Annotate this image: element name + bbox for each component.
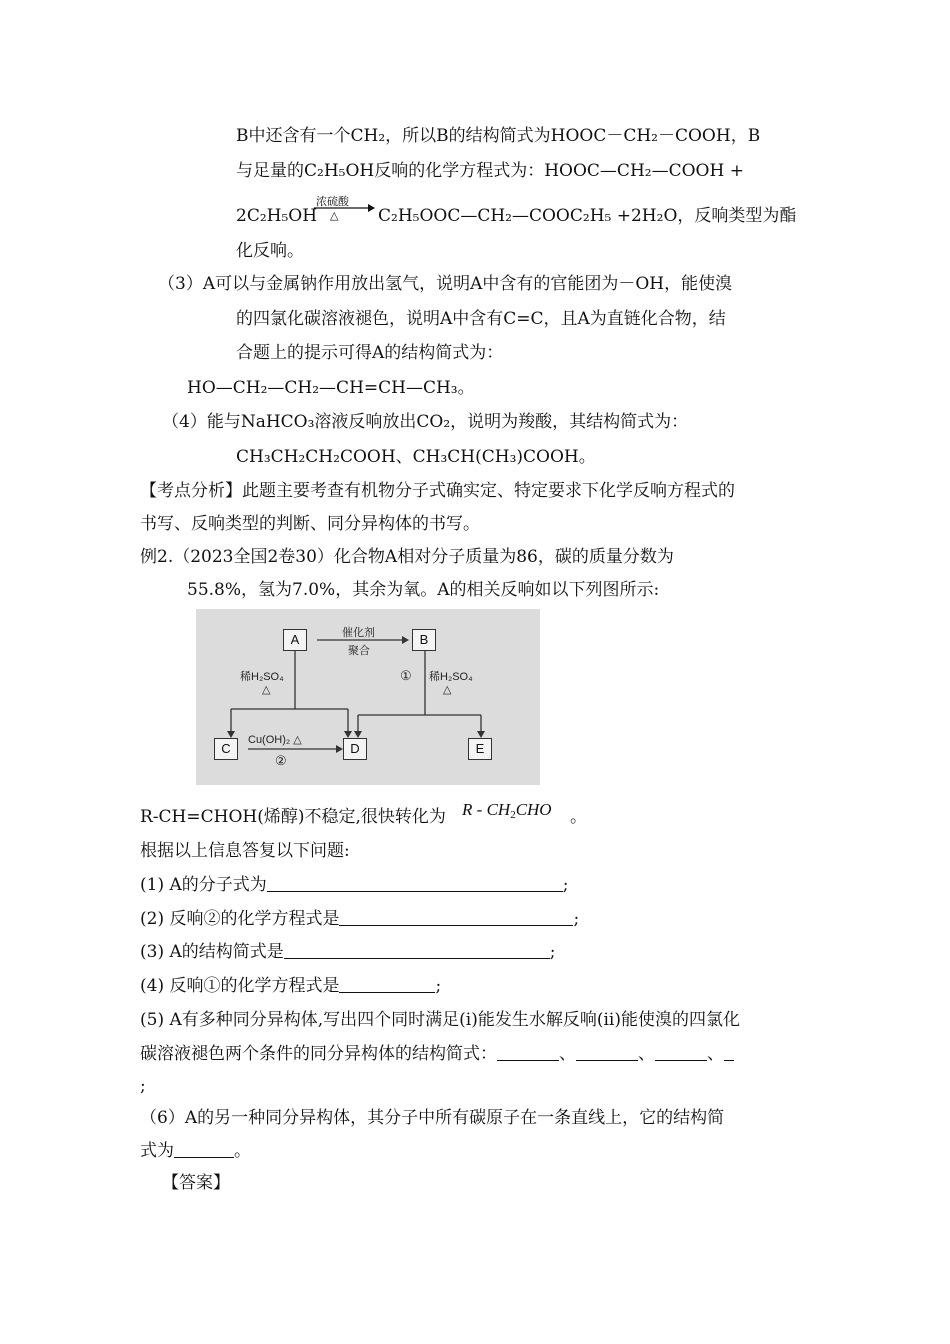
question-5-cont-text: 碳溶液褪色两个条件的同分异构体的结构简式： [140, 1044, 497, 1064]
question-3 [140, 940, 556, 964]
answer-blank-5a[interactable] [497, 1044, 559, 1061]
question-6-cont-text: 式为 [140, 1141, 174, 1161]
question-3-end: ; [549, 942, 556, 962]
question-4 [140, 974, 441, 998]
question-4-end: ; [435, 976, 442, 996]
question-2 [140, 907, 579, 931]
answer-blank-5c[interactable] [655, 1044, 707, 1061]
label-reaction-2: ② [275, 753, 287, 768]
answer-blank-4[interactable] [339, 976, 435, 993]
line-example-2-cont: 55.8%，氢为7.0%，其余为氧。A的相关反响如以下列图所示: [187, 580, 660, 600]
answer-blank-5b[interactable] [576, 1044, 638, 1061]
label-reaction-1: ① [400, 668, 412, 683]
formula-r: R [462, 800, 473, 819]
question-1-text: (1) A的分子式为 [140, 875, 267, 895]
answer-blank-1[interactable] [267, 875, 563, 892]
answer-blank-5d[interactable] [724, 1044, 734, 1061]
line-enol-note: R-CH=CHOH(烯醇)不稳定,很快转化为 [140, 807, 446, 827]
line-equation-left: 2C₂H₅OH [236, 206, 318, 226]
label-b-heat: △ [443, 684, 452, 696]
line-reaction-type: 化反响。 [236, 241, 304, 261]
question-2-end: ; [573, 909, 580, 929]
label-a-acid: 稀H₂SO₄ [240, 671, 284, 683]
formula-dash: - [476, 800, 483, 819]
question-5-sep-3: 、 [707, 1044, 724, 1064]
line-4-answer: CH₃CH₂CH₂COOH、CH₃CH(CH₃)COOH。 [236, 447, 596, 467]
question-5: (5) A有多种同分异构体,写出四个同时满足(i)能发生水解反响(ii)能使溴的四氯化 [140, 1010, 741, 1030]
question-1 [140, 873, 569, 897]
node-a: A [283, 629, 307, 651]
question-5-end: ; [140, 1076, 146, 1096]
node-b: B [412, 629, 436, 651]
question-5-sep-2: 、 [638, 1044, 655, 1064]
question-6: （6）A的另一种同分异构体，其分子中所有碳原子在一条直线上，它的结构简 [140, 1108, 725, 1128]
answer-blank-2[interactable] [339, 909, 573, 926]
node-d: D [343, 738, 367, 760]
question-5-cont [140, 1042, 734, 1066]
line-b-structure: B中还含有一个CH₂，所以B的结构简式为HOOC－CH₂－COOH，B [236, 126, 761, 146]
reaction-condition-bottom: △ [330, 209, 339, 222]
reaction-arrow [312, 203, 376, 213]
label-cu-oh2: Cu(OH)₂ △ [248, 734, 302, 746]
node-e: E [468, 738, 492, 760]
formula-ch: CH [486, 800, 511, 819]
formula-r-ch2cho [462, 798, 552, 822]
line-analysis: 【考点分析】此题主要考查有机物分子式确实定、特定要求下化学反响方程式的 [140, 481, 735, 501]
line-equation-right: C₂H₅OOC—CH₂—COOC₂H₅ +2H₂O，反响类型为酯 [378, 206, 797, 226]
line-3-cont: 的四氯化碳溶液褪色，说明A中含有C=C，且A为直链化合物，结 [236, 309, 726, 329]
label-b-acid: 稀H₂SO₄ [429, 671, 473, 683]
reaction-condition-top: 浓硫酸 [316, 195, 349, 208]
question-6-cont [140, 1139, 251, 1163]
line-example-2: 例2.（2023全国2卷30）化合物A相对分子质量为86，碳的质量分数为 [140, 547, 674, 567]
question-4-text: (4) 反响①的化学方程式是 [140, 976, 340, 996]
line-analysis-cont: 书写、反响类型的判断、同分异构体的书写。 [140, 514, 480, 534]
reaction-scheme-figure [196, 609, 540, 785]
answer-blank-3[interactable] [284, 942, 550, 959]
question-6-end: 。 [234, 1141, 251, 1161]
enol-period: 。 [570, 807, 587, 827]
question-2-text: (2) 反响②的化学方程式是 [140, 909, 340, 929]
line-b-reaction: 与足量的C₂H₅OH反响的化学方程式为：HOOC—CH₂—COOH + [236, 161, 744, 181]
line-3-intro: （3）A可以与金属钠作用放出氢气，说明A中含有的官能团为－OH，能使溴 [158, 274, 733, 294]
line-4-intro: （4）能与NaHCO₃溶液反响放出CO₂，说明为羧酸，其结构简式为： [162, 412, 689, 432]
label-a-heat: △ [262, 684, 271, 696]
node-c: C [214, 738, 238, 760]
formula-cho: CHO [515, 800, 552, 819]
line-a-structure: HO—CH₂—CH₂—CH=CH—CH₃。 [187, 378, 475, 398]
question-5-sep-1: 、 [559, 1044, 576, 1064]
line-instructions: 根据以上信息答复以下问题: [140, 841, 350, 861]
question-1-end: ; [562, 875, 569, 895]
answer-heading: 【答案】 [162, 1173, 230, 1193]
label-polymerize: 聚合 [348, 645, 370, 657]
line-3-end: 合题上的提示可得A的结构简式为： [236, 343, 504, 363]
formula-sub-2: 2 [510, 809, 516, 821]
question-3-text: (3) A的结构简式是 [140, 942, 284, 962]
answer-blank-6[interactable] [174, 1141, 234, 1158]
label-catalyst: 催化剂 [342, 627, 375, 639]
